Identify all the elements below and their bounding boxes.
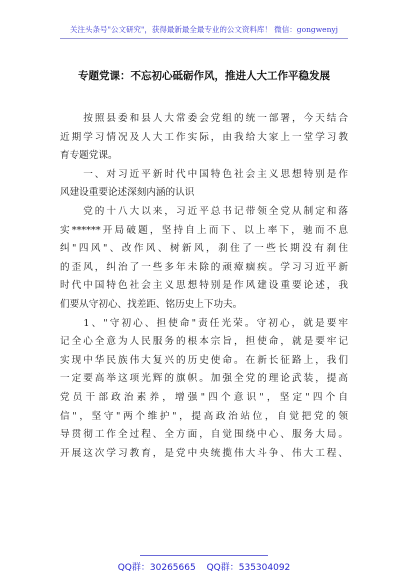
page-header: 关注头条号"公文研究"，获得最新最全最专业的公文资料库！ 微信：gongwenyj <box>70 25 338 34</box>
text-line: 一定要高举这项光辉的旗帜。加强全党的理论武装，提高 <box>60 373 348 385</box>
text-line: 党的十八大以来，习近平总书记带领全党从制定和落 <box>60 205 348 217</box>
section-heading-1 <box>60 166 348 203</box>
footer-qq-group-1: QQ群：30265665 <box>117 563 196 573</box>
text-line: 信"，坚守"两个维护"，提高政治站位，自觉把党的领 <box>60 410 348 422</box>
text-line: 育专题党课。 <box>60 150 118 162</box>
text-line: 风建设重要论述深刻内涵的认识 <box>60 187 195 199</box>
paragraph-point-1 <box>60 315 348 464</box>
text-line: 们要从守初心、找差距、铭历史上下功夫。 <box>60 298 243 310</box>
page-footer <box>0 560 408 573</box>
text-line: 按照县委和县人大常委会党组的统一部署，今天结合 <box>60 113 348 124</box>
document-title: 专题党课：不忘初心砥砺作风，推进人大工作平稳发展 <box>78 70 330 82</box>
header-divider <box>60 38 348 39</box>
text-line: 实现中华民族伟大复兴的历史使命。在新长征路上，我们 <box>60 354 348 366</box>
footer-qq-group-2: QQ群：535304092 <box>206 563 291 573</box>
text-line: 党员干部政治素养，增强"四个意识"，坚定"四个自 <box>60 391 348 403</box>
text-line: 近期学习情况及人大工作实际，由我给大家上一堂学习教 <box>60 131 348 143</box>
paragraph-intro <box>60 110 348 166</box>
text-line: 实******开局破题，坚持自上而下、以上率下，驰而不息 <box>60 224 348 236</box>
paragraph-background <box>60 203 348 315</box>
document-body <box>60 110 348 463</box>
text-line: 1、"守初心、担使命"责任光荣。守初心，就是要牢 <box>60 317 348 329</box>
text-line: 一、对习近平新时代中国特色社会主义思想特别是作 <box>60 168 348 180</box>
text-line: 纠"四风"、改作风、树新风，刹住了一些长期没有刹住 <box>60 243 348 255</box>
text-line: 开展这次学习教育，是党中央统揽伟大斗争、伟大工程、 <box>60 447 348 459</box>
text-line: 记全心全意为人民服务的根本宗旨，担使命，就是要牢记 <box>60 336 348 348</box>
footer-divider <box>140 555 268 556</box>
text-line: 导贯彻工作全过程、全方面，自觉围绕中心、服务大局。 <box>60 429 348 441</box>
text-line: 的歪风，纠治了一些多年未除的顽瘴痼疾。学习习近平新 <box>60 261 348 273</box>
text-line: 时代中国特色社会主义思想特别是作风建设重要论述，我 <box>60 280 348 292</box>
